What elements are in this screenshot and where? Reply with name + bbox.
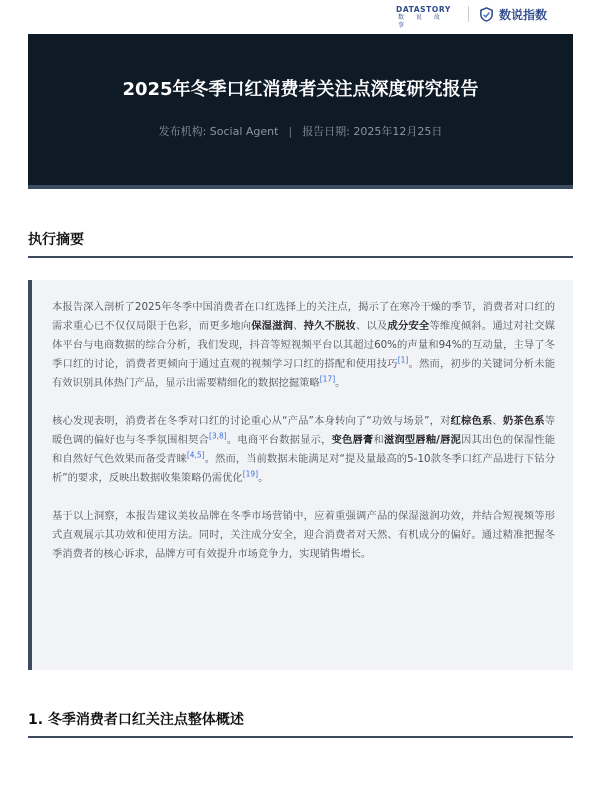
datastory-logo: DATASTORY 数 说 故 事 bbox=[396, 5, 451, 29]
summary-paragraph-2: 核心发现表明，消费者在冬季对口红的讨论重心从“产品”本身转向了“功效与场景”，对红棕色系、奶茶色系等暖色调的偏好也与冬季氛围相契合[3,8]。电商平台数据显示，变色唇膏和滋润型唇釉/唇泥因其出色的保湿性能和自然好气色效果而备受青睐[4,5]。然而，当前数据未能满足对“提及量最高的5-10款冬季口红产品进行下钻分析”的要求，反映出数据收集策略仍需优化[19]。 bbox=[52, 415, 556, 484]
report-cover-banner bbox=[28, 34, 573, 189]
summary-paragraph-3: 基于以上洞察，本报告建议美妆品牌在冬季市场营销中，应着重强调产品的保湿滋润功效，并结合短视频等形式直观展示其功效和使用方法。同时，关注成分安全，迎合消费者对天然、有机成分的偏好。通过精准把握冬季消费者的核心诉求，品牌方可有效提升市场竞争力，实现销售增长。 bbox=[52, 510, 555, 560]
meta-separator: | bbox=[288, 125, 293, 138]
header-logos bbox=[0, 0, 600, 30]
summary-paragraph-1: 本报告深入剖析了2025年冬季中国消费者在口红选择上的关注点，揭示了在寒冷干燥的季节，消费者对口红的需求重心已不仅仅局限于色彩，而更多地向保湿滋润、持久不脱妆、以及成分安全等维度倾斜。通过对社交媒体平台与电商数据的综合分析，我们发现，抖音等短视频平台以其超过60%的声量和94%的互动量，主导了冬季口红的讨论，消费者更倾向于通过直观的视频学习口红的搭配和使用技巧[1]。然而，初步的关键词分析未能有效识别具体热门产品，显示出需要精细化的数据挖掘策略[17]。 bbox=[52, 301, 556, 389]
citation-link[interactable]: [19] bbox=[242, 469, 259, 479]
citation-link[interactable]: [4,5] bbox=[186, 450, 205, 460]
shushuo-index-logo: 数说指数 bbox=[479, 5, 547, 23]
citation-link[interactable]: [3,8] bbox=[208, 431, 227, 441]
report-title: 2025年冬季口红消费者关注点深度研究报告 bbox=[122, 79, 479, 100]
shield-logo-icon bbox=[479, 7, 494, 22]
logo-divider bbox=[468, 6, 469, 22]
section-divider bbox=[28, 256, 573, 258]
citation-link[interactable]: [17] bbox=[319, 374, 336, 384]
citation-link[interactable]: [1] bbox=[397, 355, 409, 365]
publisher: 发布机构: Social Agent bbox=[158, 125, 279, 138]
section-1-heading: 1. 冬季消费者口红关注点整体概述 bbox=[28, 712, 244, 728]
section-divider bbox=[28, 736, 573, 738]
report-date: 报告日期: 2025年12月25日 bbox=[302, 125, 443, 138]
report-meta bbox=[28, 123, 573, 139]
executive-summary-box bbox=[28, 280, 573, 670]
executive-summary-heading: 执行摘要 bbox=[28, 232, 84, 248]
